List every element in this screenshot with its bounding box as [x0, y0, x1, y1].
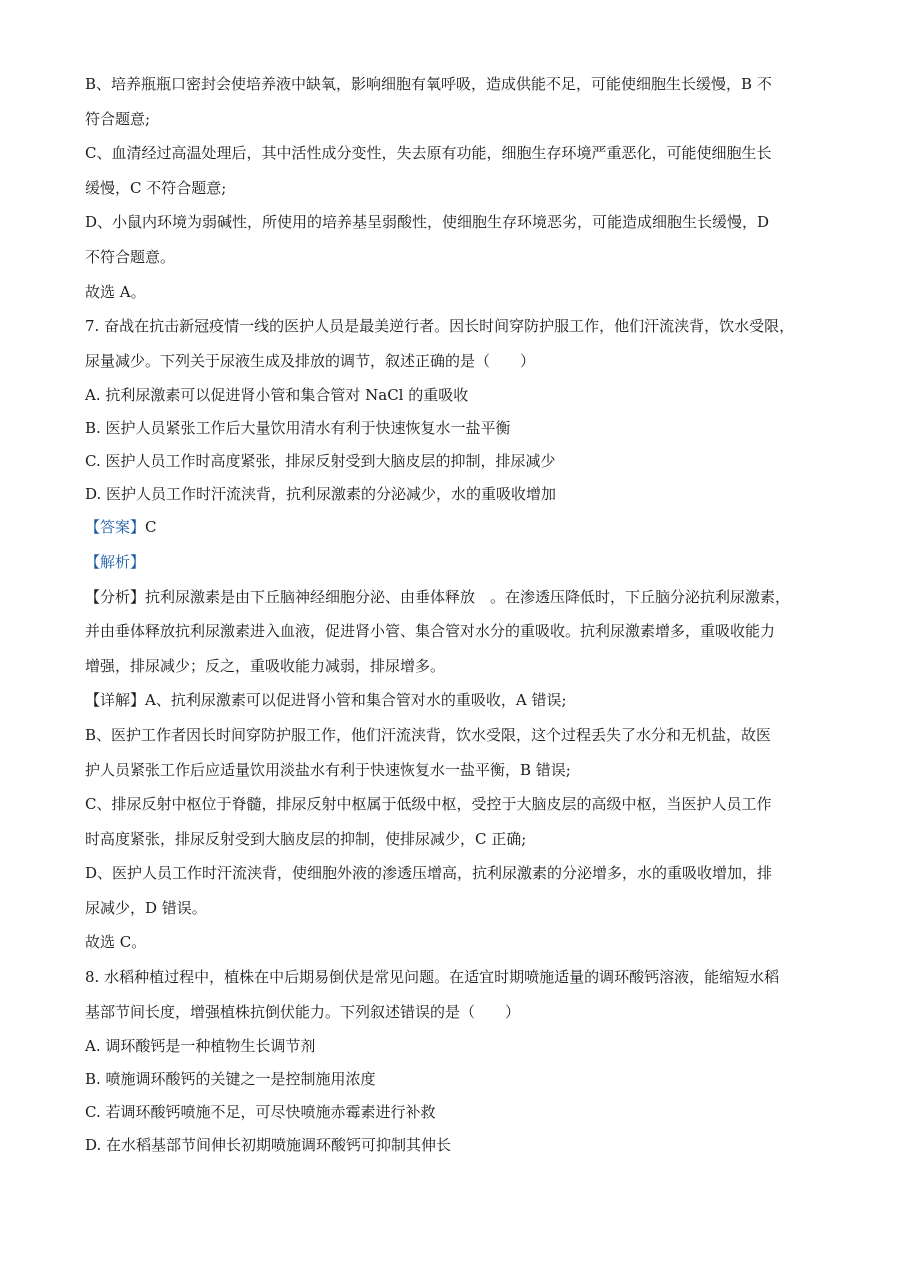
prev-option-d-line2: 不符合题意。	[85, 247, 176, 266]
q7-option-a: A. 抗利尿激素可以促进肾小管和集合管对 NaCl 的重吸收	[85, 386, 469, 405]
fenxi-text-1: 抗利尿激素是由下丘脑神经细胞分泌、由垂体释放 。在渗透压降低时，下丘脑分泌抗利尿激素，	[145, 587, 791, 606]
q8-option-b: B. 喷施调环酸钙的关键之一是控制施用浓度	[85, 1070, 376, 1089]
q7-xiangjie-b-line1: B、医护工作者因长时间穿防护服工作，他们汗流浃背，饮水受限，这个过程丢失了水分和无机盐，故医	[85, 725, 772, 744]
answer-value: C	[145, 518, 157, 537]
prev-option-c-line1: C、血清经过高温处理后，其中活性成分变性，失去原有功能，细胞生存环境严重恶化，可能使细胞生长	[85, 144, 772, 163]
q7-fenxi-line1	[85, 587, 835, 622]
xiangjie-a-text: A、抗利尿激素可以促进肾小管和集合管对水的重吸收，A 错误;	[145, 691, 567, 710]
q8-option-c: C. 若调环酸钙喷施不足，可尽快喷施赤霉素进行补救	[85, 1103, 436, 1122]
q7-stem-line1: 7. 奋战在抗击新冠疫情一线的医护人员是最美逆行者。因长时间穿防护服工作，他们汗流浃背，饮水受限，	[85, 317, 795, 336]
q7-option-d: D. 医护人员工作时汗流浃背，抗利尿激素的分泌减少，水的重吸收增加	[85, 485, 557, 504]
q8-option-a: A. 调环酸钙是一种植物生长调节剂	[85, 1037, 316, 1056]
q7-xiangjie-a	[85, 690, 835, 725]
q7-xiangjie-d-line1: D、医护人员工作时汗流浃背，使细胞外液的渗透压增高，抗利尿激素的分泌增多，水的重吸收增加，排	[85, 864, 773, 883]
prev-option-d-line1: D、小鼠内环境为弱碱性，所使用的培养基呈弱酸性，使细胞生存环境恶劣，可能造成细胞生长缓慢，D	[85, 213, 770, 232]
q7-xiangjie-d-line2: 尿减少，D 错误。	[85, 898, 207, 917]
prev-option-c-line2: 缓慢，C 不符合题意;	[85, 178, 227, 197]
xiangjie-tag: 【详解】	[85, 691, 146, 710]
q7-analysis-heading	[85, 552, 835, 587]
fenxi-tag: 【分析】	[85, 587, 146, 606]
q8-stem-line2: 基部节间长度，增强植株抗倒伏能力。下列叙述错误的是（ ）	[85, 1002, 521, 1021]
q7-fenxi-line2: 并由垂体释放抗利尿激素进入血液，促进肾小管、集合管对水分的重吸收。抗利尿激素增多，重吸收能力	[85, 622, 776, 641]
q7-xiangjie-c-line2: 时高度紧张，排尿反射受到大脑皮层的抑制，使排尿减少，C 正确;	[85, 829, 527, 848]
q7-option-c: C. 医护人员工作时高度紧张，排尿反射受到大脑皮层的抑制，排尿减少	[85, 452, 556, 471]
q8-option-d: D. 在水稻基部节间伸长初期喷施调环酸钙可抑制其伸长	[85, 1136, 452, 1155]
q7-option-b: B. 医护人员紧张工作后大量饮用清水有利于快速恢复水一盐平衡	[85, 419, 511, 438]
q8-stem-line1: 8. 水稻种植过程中，植株在中后期易倒伏是常见问题。在适宜时期喷施适量的调环酸钙溶液，能缩短水稻	[85, 968, 780, 987]
q7-conclusion: 故选 C。	[85, 933, 147, 952]
document-page	[85, 74, 835, 1168]
q7-xiangjie-b-line2: 护人员紧张工作后应适量饮用淡盐水有利于快速恢复水一盐平衡，B 错误;	[85, 760, 571, 779]
q7-stem-line2: 尿量减少。下列关于尿液生成及排放的调节，叙述正确的是（ ）	[85, 351, 536, 370]
prev-option-b-line1: B、培养瓶瓶口密封会使培养液中缺氧，影响细胞有氧呼吸，造成供能不足，可能使细胞生长缓慢，B 不	[85, 75, 772, 93]
prev-option-b-line2: 符合题意;	[85, 109, 151, 128]
q7-answer	[85, 517, 835, 552]
answer-tag: 【答案】	[85, 518, 146, 537]
q7-xiangjie-c-line1: C、排尿反射中枢位于脊髓，排尿反射中枢属于低级中枢，受控于大脑皮层的高级中枢，当医护人员工作	[85, 795, 772, 814]
prev-conclusion: 故选 A。	[85, 282, 146, 301]
q7-fenxi-line3: 增强，排尿减少；反之，重吸收能力减弱，排尿增多。	[85, 656, 446, 675]
analysis-tag: 【解析】	[85, 552, 146, 571]
